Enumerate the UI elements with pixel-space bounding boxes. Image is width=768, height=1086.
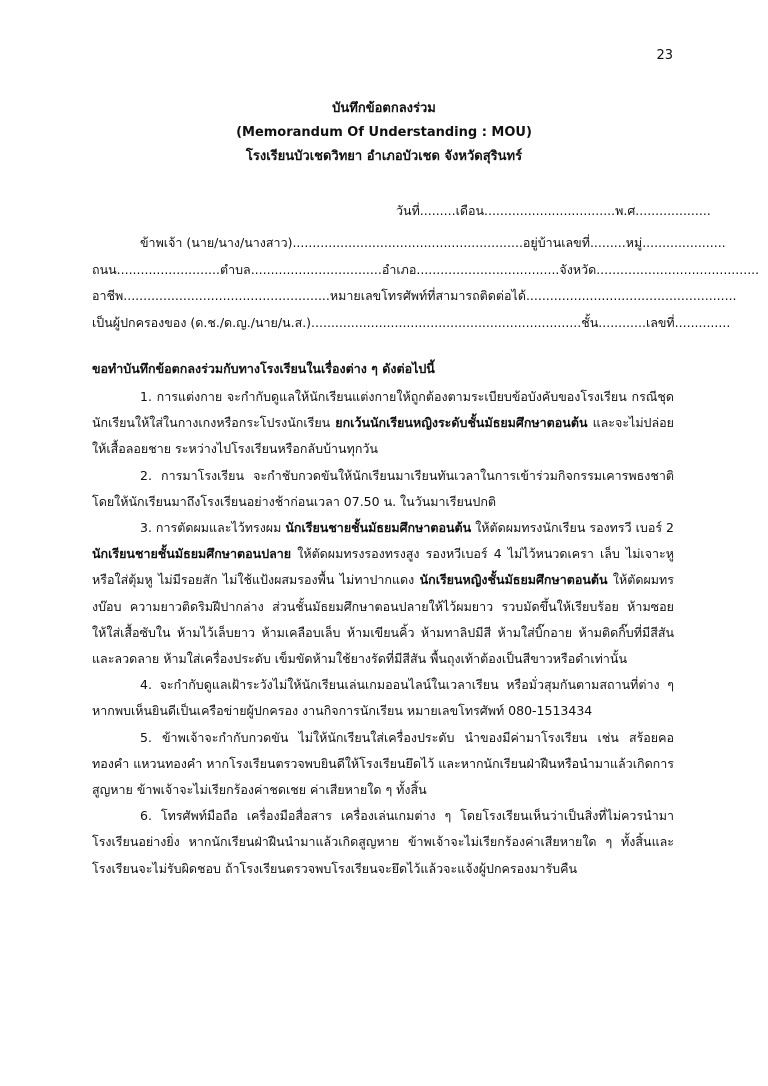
- date-line: วันที่.........เดือน.................................พ.ศ...................: [396, 203, 711, 218]
- guardian-line: เป็นผู้ปกครองของ (ด.ช./ด.ญ./นาย/น.ส.)....................................................................ชั้น............เลขที่..............: [92, 315, 731, 330]
- agreement-item-1: 1. การแต่งกาย จะกำกับดูแลให้นักเรียนแต่งกายให้ถูกต้องตามระเบียบข้อบังคับของโรงเรียน กรณีชุดนักเรียนให้ใส่ในกางเกงหรือกระโปรงนักเรียน ยกเว้นนักเรียนหญิงระดับชั้นมัธยมศึกษาตอนต้น และจะไม่ปล่อยให้เสื้อลอยชาย ระหว่างไปโรงเรียนหรือกลับบ้านทุกวัน: [92, 389, 674, 457]
- address-line: ถนน..........................ตำบล.................................อำเภอ....................................จังหวัด.........................................: [92, 262, 760, 277]
- school-name: โรงเรียนบัวเชดวิทยา อำเภอบัวเชด จังหวัดสุรินทร์: [245, 149, 523, 164]
- title-block: [0, 97, 768, 169]
- agreement-item-6: 6. โทรศัพท์มือถือ เครื่องมือสื่อสาร เครื่องเล่นเกมต่าง ๆ โดยโรงเรียนเห็นว่าเป็นสิ่งที่ไม่ควรนำมาโรงเรียนอย่างยิ่ง หากนักเรียนฝ่าฝืนนำมาแล้วเกิดสูญหาย ข้าพเจ้าจะไม่เรียกร้องค่าเสียหายใด ๆ ทั้งสิ้นและโรงเรียนจะไม่รับผิดชอบ ถ้าโรงเรียนตรวจพบโรงเรียนจะยึดไว้แล้วจะแจ้งผู้ปกครองมารับคืน: [92, 808, 674, 876]
- name-line: ข้าพเจ้า (นาย/นาง/นางสาว)..........................................................อยู่บ้านเลขที่.........หมู่.....................: [140, 235, 726, 250]
- document-subtitle: (Memorandum Of Understanding : MOU): [236, 125, 532, 140]
- agreement-section: [92, 356, 674, 882]
- document-title: บันทึกข้อตกลงร่วม: [332, 101, 436, 116]
- occupation-line: อาชีพ....................................................หมายเลขโทรศัพท์ที่สามารถติดต่อได้.....................................................: [92, 288, 737, 303]
- agreement-item-5: 5. ข้าพเจ้าจะกำกับกวดขัน ไม่ให้นักเรียนใส่เครื่องประดับ นำของมีค่ามาโรงเรียน เช่น สร้อยคอทองคำ แหวนทองคำ หากโรงเรียนตรวจพบยินดีให้โรงเรียนยึดไว้ และหากนักเรียนฝ่าฝืนหรือนำมาแล้วเกิดการสูญหาย ข้าพเจ้าจะไม่เรียกร้องค่าชดเชย ค่าเสียหายใด ๆ ทั้งสิ้น: [92, 729, 674, 798]
- agreement-item-2: 2. การมาโรงเรียน จะกำชับกวดขันให้นักเรียนมาเรียนทันเวลาในการเข้าร่วมกิจกรรมเคารพธงชาติ โดยให้นักเรียนมาถึงโรงเรียนอย่างช้าก่อนเวลา 07.50 น. ในวันมาเรียนปกติ: [92, 467, 674, 509]
- agreement-item-3: 3. การตัดผมและไว้ทรงผม นักเรียนชายชั้นมัธยมศึกษาตอนต้น ให้ตัดผมทรงนักเรียน รองทรวี เบอร์ 2 นักเรียนชายชั้นมัธยมศึกษาตอนปลาย ให้ตัดผมทรงรองทรงสูง รองหวีเบอร์ 4 ไม่ไว้หนวดเครา เล็บ ไม่เจาะหูหรือใส่ตุ้มหู ไม่มีรอยสัก ไม่ใช้แป้งผสมรองพื้น ไม่ทาปากแดง นักเรียนหญิงชั้นมัธยมศึกษาตอนต้น ให้ตัดผมทรงบ๊อบ ความยาวติดริมฝีปากล่าง ส่วนชั้นมัธยมศึกษาตอนปลายให้ไว้ผมยาว รวบมัดขึ้นให้เรียบร้อย ห้ามซอย ให้ใส่เสื้อซับใน ห้ามไว้เล็บยาว ห้ามเคลือบเล็บ ห้ามเขียนคิ้ว ห้ามทาลิปมีสี ห้ามใส่บิ๊กอาย ห้ามติดกิ๊บที่มีสีสันและลวดลาย ห้ามใส่เครื่องประดับ เข็มขัดห้ามใช้ยางรัดที่มีสีสัน พื้นถุงเท้าต้องเป็นสีขาวหรือดำเท่านั้น: [92, 520, 674, 667]
- agreement-heading: ขอทำบันทึกข้อตกลงร่วมกับทางโรงเรียนในเรื่องต่าง ๆ ดังต่อไปนี้: [92, 361, 435, 376]
- page-number: 23: [656, 48, 673, 63]
- agreement-item-4: 4. จะกำกับดูแลเฝ้าระวังไม่ให้นักเรียนเล่นเกมออนไลน์ในเวลาเรียน หรือมั่วสุมกันตามสถานที่ต่าง ๆ หากพบเห็นยินดีเป็นเครือข่ายผู้ปกครอง งานกิจการนักเรียน หมายเลขโทรศัพท์ 080-1513434: [92, 677, 674, 719]
